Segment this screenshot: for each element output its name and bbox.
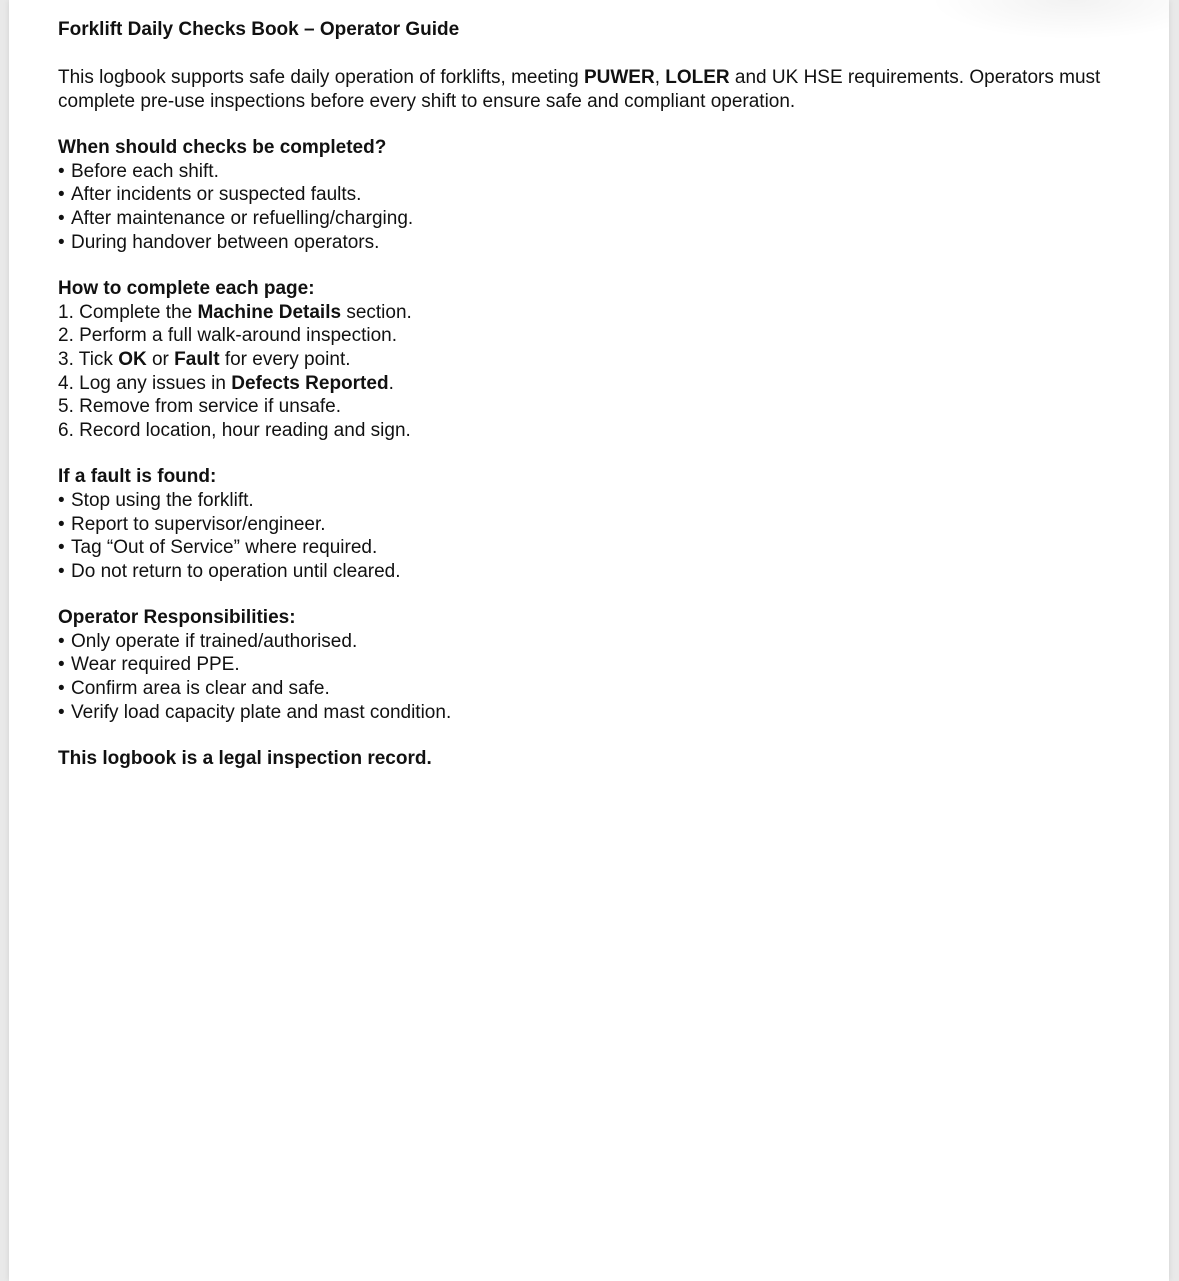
list-item-text: Wear required PPE. [71, 654, 240, 676]
document-page [9, 0, 1169, 1281]
responsibilities-section [58, 606, 1119, 724]
intro-text-1: This logbook supports safe daily operation of forklifts, meeting [58, 67, 584, 88]
how-section [58, 277, 1119, 442]
step-text: Complete the [73, 301, 198, 323]
list-item-text: Report to supervisor/engineer. [71, 513, 326, 535]
bullet: • [58, 184, 65, 206]
when-heading: When should checks be completed? [58, 137, 387, 159]
list-item [58, 701, 1119, 725]
bullet: • [58, 231, 65, 253]
list-item [58, 560, 1119, 584]
step-number: 5. [58, 396, 74, 418]
step-item [58, 324, 1119, 348]
step-text-end: . [388, 372, 394, 394]
list-item [58, 489, 1119, 513]
responsibilities-heading: Operator Responsibilities: [58, 607, 296, 629]
step-number: 6. [58, 419, 74, 441]
list-item-text: Do not return to operation until cleared. [71, 560, 401, 582]
bullet: • [58, 207, 65, 229]
intro-bold-loler: LOLER [665, 67, 730, 88]
list-item [58, 653, 1119, 677]
intro-separator: , [654, 67, 666, 88]
step-text-mid: or [146, 348, 175, 370]
bullet: • [58, 560, 65, 582]
bullet: • [58, 160, 65, 182]
intro-bold-puwer: PUWER [583, 67, 655, 88]
fault-section [58, 465, 1119, 583]
fault-heading: If a fault is found: [58, 466, 217, 488]
step-bold-fault: Fault [174, 348, 220, 370]
intro-text-2: and UK HSE requirements. Operators must complete pre-use inspections before every shift to ensure safe and compliant operation. [58, 67, 1101, 112]
step-item [58, 348, 1119, 372]
step-bold-ok: OK [118, 348, 147, 370]
step-item [58, 372, 1119, 396]
step-text: Perform a full walk-around inspection. [73, 325, 398, 347]
list-item [58, 513, 1119, 537]
list-item [58, 207, 1119, 231]
list-item [58, 183, 1119, 207]
list-item-text: Verify load capacity plate and mast condition. [71, 701, 452, 723]
step-number: 1. [58, 301, 74, 323]
list-item [58, 536, 1119, 560]
how-steps-list [58, 301, 1119, 443]
list-item-text: During handover between operators. [71, 231, 380, 253]
closing-statement: This logbook is a legal inspection record. [58, 748, 432, 770]
list-item [58, 677, 1119, 701]
step-text-end: section. [341, 301, 412, 323]
step-bold: Machine Details [197, 301, 342, 323]
step-number: 2. [58, 325, 74, 347]
bullet: • [58, 537, 65, 559]
bullet: • [58, 630, 65, 652]
list-item-text: Confirm area is clear and safe. [71, 678, 330, 700]
bullet: • [58, 654, 65, 676]
how-heading: How to complete each page: [58, 278, 315, 300]
bullet: • [58, 489, 65, 511]
list-item [58, 160, 1119, 184]
intro-paragraph [58, 66, 1119, 113]
step-item [58, 395, 1119, 419]
when-section [58, 136, 1119, 254]
step-number: 4. [58, 372, 74, 394]
list-item-text: After incidents or suspected faults. [71, 184, 362, 206]
step-item [58, 301, 1119, 325]
bullet: • [58, 678, 65, 700]
step-text: Remove from service if unsafe. [73, 396, 342, 418]
document-title: Forklift Daily Checks Book – Operator Guide [58, 19, 460, 40]
list-item-text: Only operate if trained/authorised. [71, 630, 358, 652]
step-text: Tick [73, 348, 119, 370]
list-item [58, 231, 1119, 255]
when-list [58, 160, 1119, 254]
list-item [58, 630, 1119, 654]
list-item-text: Tag “Out of Service” where required. [71, 537, 378, 559]
responsibilities-list [58, 630, 1119, 724]
bullet: • [58, 513, 65, 535]
step-text: Record location, hour reading and sign. [73, 419, 411, 441]
step-text: Log any issues in [73, 372, 232, 394]
list-item-text: Stop using the forklift. [71, 489, 254, 511]
list-item-text: Before each shift. [71, 160, 219, 182]
list-item-text: After maintenance or refuelling/charging. [71, 207, 414, 229]
step-bold: Defects Reported [231, 372, 389, 394]
step-item [58, 419, 1119, 443]
step-number: 3. [58, 348, 74, 370]
bullet: • [58, 701, 65, 723]
step-text-end: for every point. [219, 348, 351, 370]
fault-list [58, 489, 1119, 583]
